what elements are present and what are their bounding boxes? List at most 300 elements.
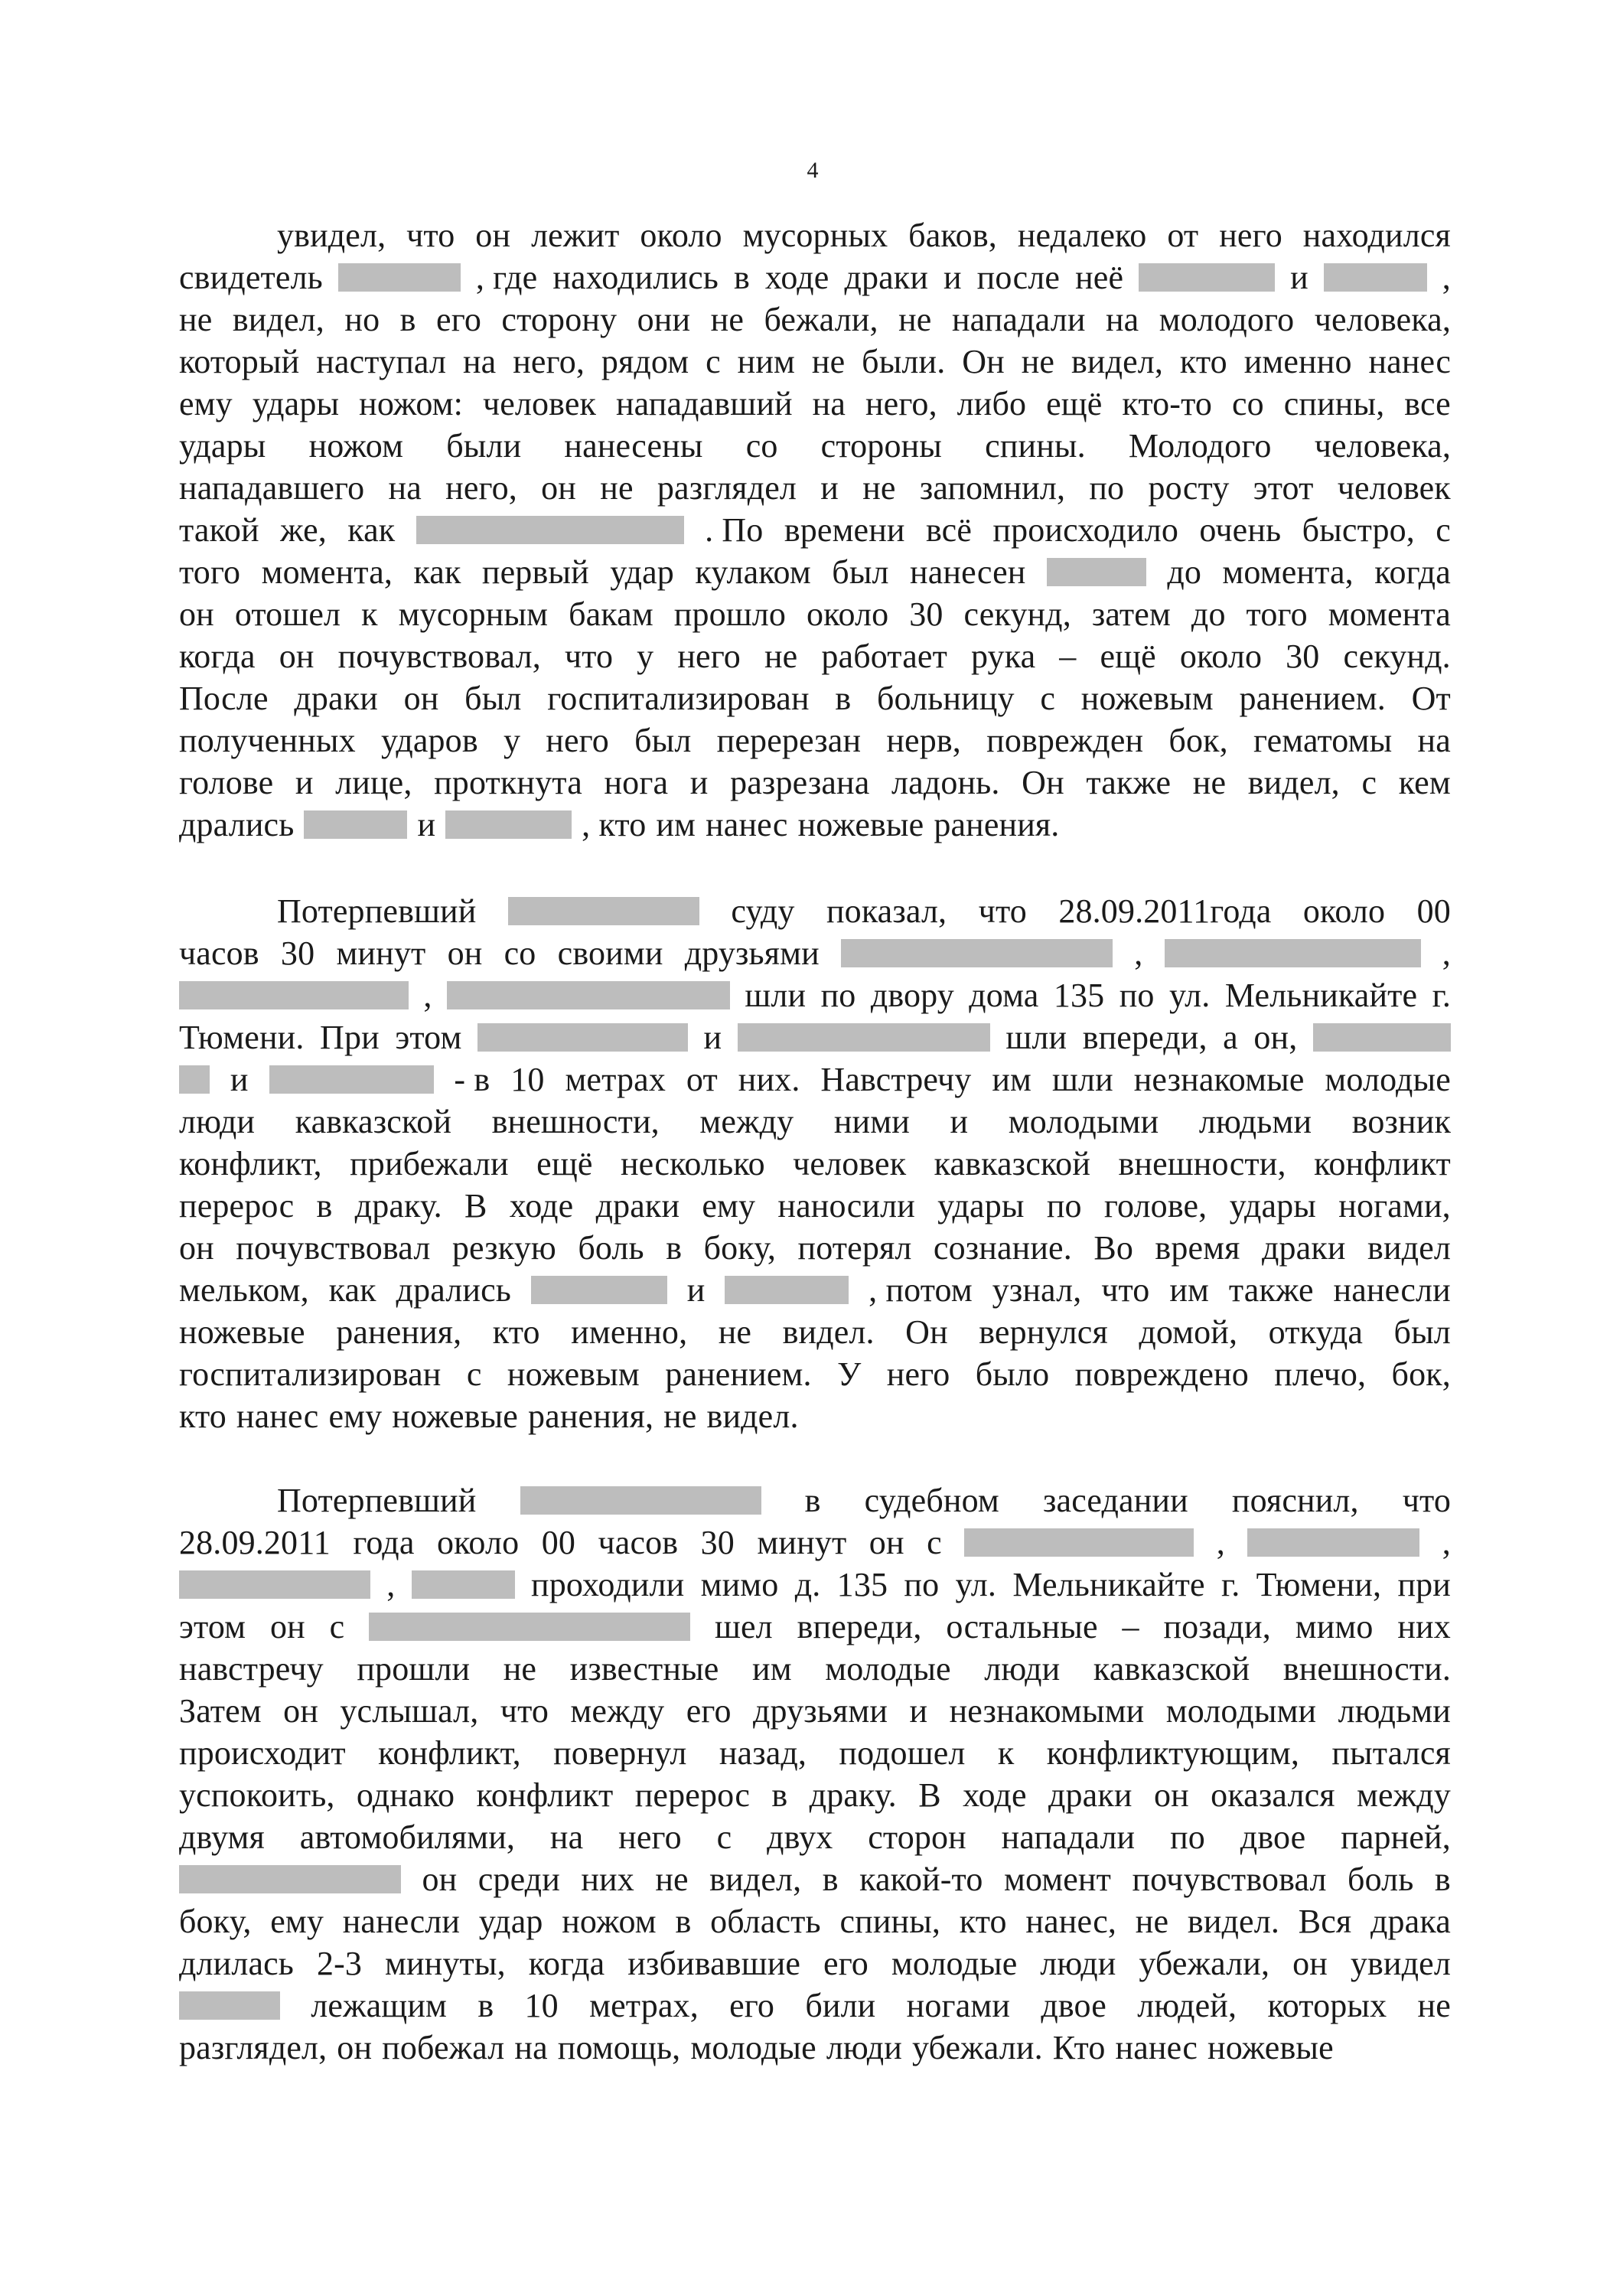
word: того [1246,595,1308,633]
word: при [1397,1566,1451,1603]
word: голове [179,764,274,801]
word: 30 [700,1524,735,1561]
word: Потерпевший [277,1482,477,1519]
word: его [686,1692,732,1730]
word: пытался [1331,1734,1451,1772]
word: полученных [179,722,356,759]
word: 30 [1286,638,1320,675]
word: него, [513,343,585,380]
word: наступал [316,343,447,380]
word: заседании [1042,1482,1188,1519]
word: домой, [1139,1313,1238,1351]
word: и [230,1061,249,1098]
word: видел. [706,1397,799,1435]
word: он [179,595,214,633]
word: находились [552,259,719,296]
word: оказался [1211,1776,1335,1814]
redaction-block [179,981,409,1009]
word: рука [970,638,1036,675]
word: , [1134,934,1143,972]
word: ул. [1168,977,1211,1014]
word: двумя [179,1818,265,1856]
word: почувствовал [236,1229,431,1267]
word: происходит [179,1734,346,1772]
redaction-block [179,1570,370,1599]
word: удары [179,427,266,465]
word: д. [794,1566,821,1603]
word: конфликт, [179,1145,322,1182]
text-line [179,1900,1451,1942]
word: , [1442,1524,1451,1561]
word: внешности, [1118,1145,1286,1182]
redaction-block [725,1276,849,1304]
word: боль [578,1229,644,1267]
word: работает [821,638,947,675]
redaction-block [412,1570,515,1599]
word: от [686,1061,718,1098]
word: им [1169,1271,1210,1309]
word: очень [1199,511,1282,549]
word: что [406,217,455,254]
word: от [1167,217,1199,254]
word: голове, [1103,1187,1207,1225]
word: было [975,1355,1050,1393]
word: прошло [673,595,787,633]
word: кто [492,1313,540,1351]
word: впереди, [1082,1019,1207,1056]
word: двое [1240,1818,1306,1856]
word: такой [179,511,259,549]
word: Во [1093,1229,1133,1267]
word: них. [738,1061,800,1098]
word: в [675,1903,692,1940]
word: нанес [1115,2029,1198,2066]
word: по [904,1566,940,1603]
word: незнакомые [1133,1061,1305,1098]
word: - в [454,1061,490,1098]
word: судебном [864,1482,999,1519]
word: Мельникайте [1012,1566,1205,1603]
word: ему [179,385,233,422]
redaction-block [269,1065,434,1094]
word: мимо [1295,1608,1374,1645]
word: и [703,1019,722,1056]
word: но [344,301,380,338]
word: на [812,385,846,422]
word: среди [477,1861,560,1898]
word: не [710,301,745,338]
word: боль [1348,1861,1414,1898]
word: свидетель [179,259,323,296]
text-line [179,1732,1451,1774]
word: часов [179,934,259,972]
word: ножевые [179,1313,305,1351]
word: время [1155,1229,1240,1267]
word: двору [870,977,954,1014]
word: нанесен [910,553,1026,591]
word: спины, [839,1903,941,1940]
text-line [179,2027,1451,2069]
word: спины, [1283,385,1385,422]
word: наносили [777,1187,915,1225]
text-line [179,341,1451,383]
word: которых [1267,1987,1387,2024]
word: метрах [565,1061,666,1098]
word: Он [905,1313,948,1351]
word: когда [1374,553,1451,591]
word: с [1436,511,1451,549]
word: От [1411,680,1451,717]
redaction-block [1047,558,1146,586]
text-line [179,1101,1451,1143]
word: им [656,806,696,843]
word: ногами, [1338,1187,1451,1225]
word: у [503,722,521,759]
word: в [666,1229,683,1267]
word: , [1442,934,1451,972]
word: минут [336,934,426,972]
text-line [179,1690,1451,1732]
word: г. [1432,977,1451,1014]
word: в [316,1187,333,1225]
word: около [1302,892,1386,930]
word: между [699,1103,794,1140]
word: В [464,1187,487,1225]
word: и [1290,259,1309,296]
word: что [500,1692,549,1730]
text-line [179,1985,1451,2027]
word: него [546,722,609,759]
text-line [179,298,1451,341]
word: кулаком [695,553,811,591]
redaction-block [531,1276,667,1304]
word: услышал, [340,1692,479,1730]
word: них [581,1861,634,1898]
word: на [462,343,497,380]
word: затем [1091,595,1171,633]
word: по [820,977,856,1014]
word: внешности. [1282,1650,1451,1688]
word: секунд, [963,595,1071,633]
word: , где [475,259,538,296]
word: именно, [571,1313,688,1351]
word: ещё [1046,385,1103,422]
text-line [179,635,1451,677]
word: 10 [524,1987,559,2024]
word: ножом: [359,385,464,422]
word: проходили [531,1566,685,1603]
word: с [706,343,721,380]
word: При [320,1019,380,1056]
word: У [837,1355,862,1393]
page-number: 4 [807,158,819,183]
word: видел, [232,301,324,338]
word: шел [714,1608,773,1645]
word: внешности, [491,1103,660,1140]
word: им [992,1061,1032,1098]
word: были [446,427,522,465]
word: показал, [826,892,947,930]
word: видел. [782,1313,875,1351]
word: люди [179,1103,256,1140]
redaction-block [445,810,572,839]
word: друзьями [684,934,820,972]
word: двух [767,1818,833,1856]
word: и [820,469,839,507]
word: дрались [396,1271,511,1309]
word: около [1179,638,1263,675]
word: происходило [992,511,1179,549]
word: с [1040,680,1056,717]
word: успокоить, [179,1776,335,1814]
word: лежащим [311,1987,448,2024]
word: Мельникайте [1224,977,1418,1014]
word: прибежали [350,1145,509,1182]
text-line [179,1774,1451,1816]
word: убежали, [1139,1945,1270,1982]
text-line [179,1311,1451,1353]
word: не [764,638,798,675]
word: удары [1229,1187,1317,1225]
text-line [179,762,1451,804]
word: в [804,1482,821,1519]
word: бок, [1168,722,1228,759]
word: конфликт [1314,1145,1451,1182]
word: люди [1040,1945,1116,1982]
word: Потерпевший [277,892,477,930]
word: молодыми [1165,1692,1317,1730]
word: г. [1221,1566,1240,1603]
word: именно [1243,343,1352,380]
word: с [927,1524,942,1561]
word: баков, [908,217,997,254]
word: удары [252,385,340,422]
word: на [1417,722,1451,759]
word: , [1216,1524,1225,1561]
word: росту [1148,469,1230,507]
text-line [179,932,1451,974]
word: с [329,1608,345,1645]
word: в [1434,1861,1451,1898]
word: как [413,553,461,591]
word: суду [731,892,795,930]
word: кто [959,1903,1007,1940]
text-line [179,1479,1451,1521]
word: либо [957,385,1027,422]
word: ещё [1100,638,1156,675]
word: не [1135,1903,1169,1940]
word: его [823,1945,869,1982]
word: ножевым [1080,680,1214,717]
word: увидел [1350,1945,1451,1982]
word: 00 [541,1524,576,1561]
word: около [436,1524,520,1561]
word: стороны [820,427,943,465]
word: плечо, [1274,1355,1367,1393]
word: удар [610,553,674,591]
word: момента [1328,595,1451,633]
word: что [1101,1271,1150,1309]
word: молодыми [1008,1103,1159,1140]
word: впереди, [797,1608,922,1645]
word: также [1228,1271,1314,1309]
word: 00 [1416,892,1451,930]
word: люди [984,1650,1061,1688]
word: Тюмени. [179,1019,305,1056]
word: гематомы [1253,722,1393,759]
word: по [1046,1187,1082,1225]
text-line [179,1395,1451,1437]
word: ул. [955,1566,997,1603]
word: всё [926,511,973,549]
word: который [179,343,300,380]
text-line [179,1227,1451,1269]
word: шли [1051,1061,1113,1098]
word: в [399,301,416,338]
word: а [1223,1019,1238,1056]
word: по [1170,1818,1205,1856]
word: к [997,1734,1015,1772]
word: ножевые [797,806,924,843]
word: человека, [1314,427,1451,465]
word: до [1167,553,1201,591]
redaction-block [179,1991,280,2020]
word: нанесены [564,427,703,465]
word: увидел, [277,217,386,254]
word: , кто [582,806,647,843]
word: своими [557,934,663,972]
word: первый [481,553,589,591]
word: и [689,764,709,801]
word: людьми [1198,1103,1312,1140]
redaction-block [477,1023,688,1052]
word: видел. [1187,1903,1279,1940]
word: После [179,680,269,717]
word: был [634,722,692,759]
word: он, [1253,1019,1298,1056]
word: у [637,638,654,675]
word: побежал [382,2029,505,2066]
text-line [179,1648,1451,1690]
word: нападали [951,301,1086,338]
word: он [475,217,511,254]
word: возник [1351,1103,1451,1140]
word: человек [1337,469,1451,507]
redaction-block [369,1613,690,1641]
word: боку, [703,1229,777,1267]
word: драки [595,1187,680,1225]
word: по [1119,977,1155,1014]
word: мимо [700,1566,779,1603]
word: Затем [179,1692,262,1730]
word: не [663,1397,697,1435]
word: друзьями [753,1692,888,1730]
word: он [269,1608,305,1645]
word: до [1191,595,1226,633]
word: , [386,1566,396,1603]
word: что [564,638,614,675]
word: когда [179,638,256,675]
word: он [337,2029,373,2066]
word: назад, [719,1734,807,1772]
word: госпитализирован [547,680,810,717]
word: 28.09.2011года [1058,892,1272,930]
word: нападавшего [179,469,365,507]
word: когда [528,1945,605,1982]
word: почувствовал [1132,1861,1327,1898]
word: избивавшие [627,1945,801,1982]
word: отошел [234,595,341,633]
word: с [1361,764,1377,801]
word: нерв, [886,722,961,759]
word: ранения. [934,806,1060,843]
word: нанес [706,806,788,843]
word: видел [1367,1229,1451,1267]
word: драки [844,259,929,296]
word: не [179,301,213,338]
word: не [1021,343,1055,380]
word: 10 [510,1061,545,1098]
word: они [637,301,691,338]
text-line [179,890,1451,932]
word: к [361,595,378,633]
word: не [655,1861,689,1898]
word: 135 [836,1566,888,1603]
text-line [179,509,1451,551]
word: навстречу [179,1650,324,1688]
word: молодые [891,1945,1018,1982]
redaction-block [416,516,684,544]
word: кто-то [1122,385,1213,422]
word: больницу [876,680,1015,717]
word: человек [793,1145,907,1182]
text-line [179,1858,1451,1900]
text-line [179,719,1451,762]
word: бок, [1391,1355,1451,1393]
word: Навстречу [820,1061,972,1098]
word: него, [865,385,937,422]
word: и [950,1103,969,1140]
word: него [618,1818,682,1856]
word: – [1059,638,1077,675]
word: ранения, [527,1397,654,1435]
text-line [179,1269,1451,1311]
word: поврежден [986,722,1144,759]
word: перерос [634,1776,751,1814]
redaction-block [520,1486,761,1515]
word: узнал, [992,1271,1082,1309]
text-line [179,1353,1451,1395]
word: конфликтующим, [1046,1734,1299,1772]
word: боку, [179,1903,252,1940]
text-line [179,1016,1451,1058]
word: недалеко [1017,217,1147,254]
word: кавказской [1093,1650,1250,1688]
word: нанесли [1333,1271,1451,1309]
word: него [677,638,741,675]
word: люди [826,2029,902,2066]
word: не [718,1313,752,1351]
paragraph-2 [179,890,1451,1437]
word: драки [294,680,378,717]
word: кто [1179,343,1227,380]
word: сознание. [933,1229,1072,1267]
word: с [716,1818,732,1856]
word: молодые [825,1650,951,1688]
word: остальные [946,1608,1098,1645]
redaction-block [338,263,461,292]
word: госпитализирован [179,1355,442,1393]
